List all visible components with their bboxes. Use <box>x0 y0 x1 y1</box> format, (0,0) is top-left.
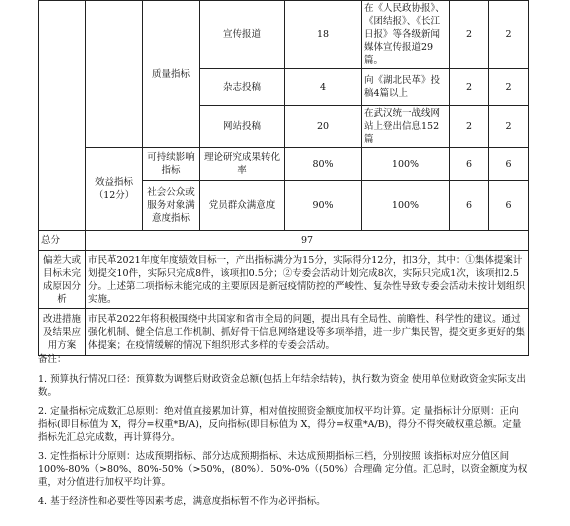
satisfaction-indicator-cell: 社会公众或服务对象满意度指标 <box>143 181 200 231</box>
target-value: 4 <box>285 69 362 106</box>
deviation-label: 偏差大或目标未完成原因分析 <box>39 251 86 309</box>
note-item: 2. 定量指标完成数汇总原则：绝对值直接累加计算，相对值按照资金额度加权平均计算。定 量指标计分原则：正向指标(即目标值为 X，得分=权重*B/A)，反向指标(即目标值为 X，得分=权重*A/B)，得分不得突破权重总额。定量指标先汇总完成数，再计算得分。 <box>38 406 522 443</box>
score-value: 2 <box>489 106 529 148</box>
target-value: 18 <box>285 1 362 69</box>
notes-section <box>38 353 528 514</box>
target-value: 20 <box>285 106 362 148</box>
weight-value: 2 <box>450 69 489 106</box>
score-value: 6 <box>489 181 529 231</box>
indicator-name: 杂志投稿 <box>200 69 285 106</box>
indicator-name: 宣传报道 <box>200 1 285 69</box>
target-value: 80% <box>285 148 362 181</box>
note-item: 1. 预算执行情况口径：预算数为调整后财政资金总额(包括上年结余结转)，执行数为资金 使用单位财政资金实际支出数。 <box>38 374 527 398</box>
weight-value: 2 <box>450 1 489 69</box>
note-item: 4. 基于经济性和必要性等因素考虑，满意度指标暂不作为必评指标。 <box>38 496 326 507</box>
score-value: 6 <box>489 148 529 181</box>
indicator-name: 网站投稿 <box>200 106 285 148</box>
actual-value: 100% <box>362 148 450 181</box>
total-score: 97 <box>86 231 529 251</box>
deviation-row <box>39 251 529 309</box>
actual-value: 向《湖北民革》投稿4篇以上 <box>362 69 450 106</box>
quality-indicator-cell: 质量指标 <box>143 1 200 148</box>
deviation-text: 市民革2021年度年度绩效目标一，产出指标满分为15分，实际得分12分，扣3分，其中：①集体提案计划提交10件，实际只完成8件，该项扣0.5分；②专委会活动计划完成8次，实际只完成1次，该项扣2.5分。上述第二项指标未能完成的主要原因是新冠疫情防控的严峻性、复杂性导致专委会活动未按计划组织实施。 <box>86 251 529 309</box>
weight-value: 2 <box>450 106 489 148</box>
sustain-indicator-cell: 可持续影响指标 <box>143 148 200 181</box>
indicator-name: 理论研究成果转化率 <box>200 148 285 181</box>
actual-value: 100% <box>362 181 450 231</box>
note-item: 3. 定性指标计分原则：达成预期指标、部分达成预期指标、未达成预期指标三档，分别按照 该指标对应分值区间 100%-80%（>80%、80%-50%（>50%，(80%）．50%-0%（(50%）合理确 定分值。汇总时，以资金额度为权重，对分值进行加权平均计算。 <box>38 451 528 488</box>
weight-value: 6 <box>450 148 489 181</box>
notes-header: 备注： <box>38 354 67 365</box>
improvement-row <box>39 309 529 356</box>
table-row <box>39 1 529 69</box>
actual-value: 在武汉统一战线网站上登出信息152篇 <box>362 106 450 148</box>
actual-value: 在《人民政协报》、《团结报》、《长江日报》等各级新闻媒体宣传报道29篇。 <box>362 1 450 69</box>
improvement-text: 市民革2022年将积极围绕中共国家和省市全局的问题，提出具有全局性、前瞻性、科学性的建议。通过强化机制、健全信息工作机制、抓好骨干信息网络建设等多项举措，进一步广集民智，提交更多更好的集体提案；在疫情缓解的情况下组织形式多样的专委会活动。 <box>86 309 529 356</box>
total-label: 总分 <box>39 231 86 251</box>
score-value: 2 <box>489 69 529 106</box>
target-value: 90% <box>285 181 362 231</box>
total-row <box>39 231 529 251</box>
benefit-indicator-cell: 效益指标（12分） <box>86 148 143 231</box>
table-row <box>39 148 529 181</box>
performance-table <box>38 0 529 356</box>
improvement-label: 改进措施及结果应用方案 <box>39 309 86 356</box>
score-value: 2 <box>489 1 529 69</box>
weight-value: 6 <box>450 181 489 231</box>
indicator-name: 党员群众满意度 <box>200 181 285 231</box>
